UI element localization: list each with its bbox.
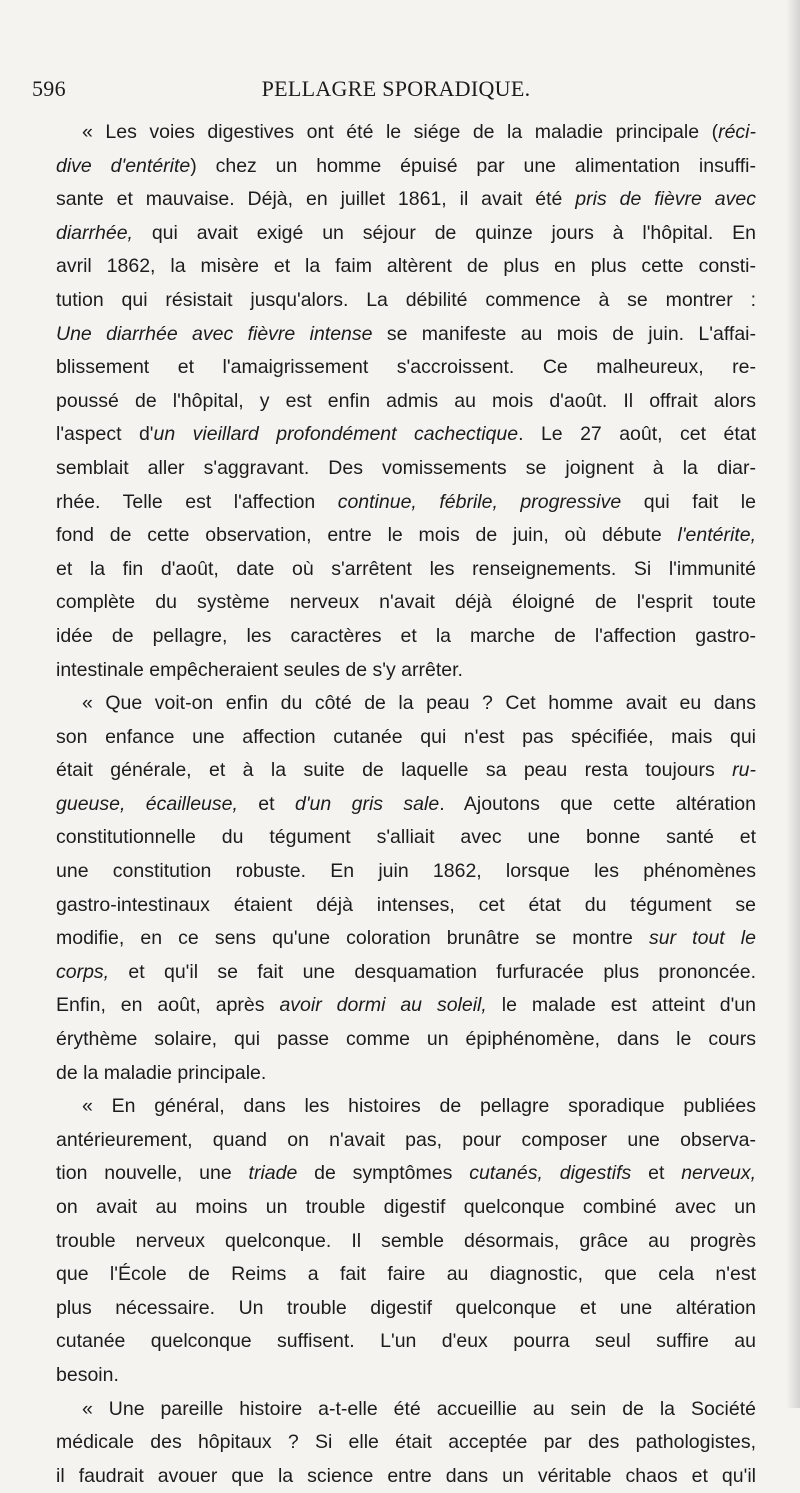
text-line: blissement et l'amaigrissement s'accroissent. Ce malheureux, re- xyxy=(56,356,756,379)
text-line: trouble nerveux quelconque. Il semble désormais, grâce au progrès xyxy=(56,1229,756,1252)
text-line: gastro-intestinaux étaient déjà intenses, cet état du tégument se xyxy=(56,893,756,916)
text-line: de la maladie principale. xyxy=(56,1061,267,1084)
text-line: corps, et qu'il se fait une desquamation furfuracée plus prononcée. xyxy=(56,960,756,983)
text-line: « Les voies digestives ont été le siége de la maladie principale (réci- xyxy=(82,121,756,143)
text-line: il faudrait avouer que la science entre dans un véritable chaos et qu'il xyxy=(56,1464,756,1487)
text-line: une constitution robuste. En juin 1862, lorsque les phénomènes xyxy=(56,860,756,883)
text-line: on avait au moins un trouble digestif quelconque combiné avec un xyxy=(56,1196,756,1218)
text-line: Enfin, en août, après avoir dormi au soleil, le malade est atteint d'un xyxy=(56,994,756,1017)
text-line: son enfance une affection cutanée qui n'est pas spécifiée, mais qui xyxy=(56,725,756,748)
text-line: intestinale empêcheraient seules de s'y arrêter. xyxy=(56,658,463,681)
text-line: diarrhée, qui avait exigé un séjour de quinze jours à l'hôpital. En xyxy=(56,221,756,244)
text-line: était générale, et à la suite de laquelle sa peau resta toujours ru- xyxy=(56,759,756,782)
text-line: constitutionnelle du tégument s'alliait avec une bonne santé et xyxy=(56,826,756,849)
text-line: plus nécessaire. Un trouble digestif quelconque et une altération xyxy=(56,1296,756,1319)
text-line: « En général, dans les histoires de pellagre sporadique publiées xyxy=(82,1095,756,1118)
text-line: « Une pareille histoire a-t-elle été accueillie au sein de la Société xyxy=(82,1397,756,1420)
running-title: PELLAGRE SPORADIQUE. xyxy=(261,76,531,101)
text-line: modifie, en ce sens qu'une coloration brunâtre se montre sur tout le xyxy=(56,927,756,950)
page-number: 596 xyxy=(32,76,66,101)
text-line: rhée. Telle est l'affection continue, fébrile, progressive qui fait le xyxy=(56,490,756,513)
text-line: érythème solaire, qui passe comme un épiphénomène, dans le cours xyxy=(56,1028,756,1051)
text-line: poussé de l'hôpital, y est enfin admis au mois d'août. Il offrait alors xyxy=(56,389,756,412)
text-line: dive d'entérite) chez un homme épuisé par une alimentation insuffi- xyxy=(56,154,756,177)
text-line: « Que voit-on enfin du côté de la peau ? Cet homme avait eu dans xyxy=(82,692,756,715)
text-line: gueuse, écailleuse, et d'un gris sale. Ajoutons que cette altération xyxy=(56,792,756,815)
text-line: semblait aller s'aggravant. Des vomissements se joignent à la diar- xyxy=(56,456,756,479)
text-line: médicale des hôpitaux ? Si elle était acceptée par des pathologistes, xyxy=(56,1431,756,1454)
text-line: antérieurement, quand on n'avait pas, pour composer une observa- xyxy=(56,1128,756,1151)
page-header xyxy=(32,76,760,106)
text-line: sante et mauvaise. Déjà, en juillet 1861, il avait été pris de fièvre avec xyxy=(56,188,756,211)
text-line: Une diarrhée avec fièvre intense se manifeste au mois de juin. L'affai- xyxy=(56,322,757,345)
body-text xyxy=(56,116,756,1493)
text-line: tion nouvelle, une triade de symptômes cutanés, digestifs et nerveux, xyxy=(56,1162,756,1185)
text-line: fond de cette observation, entre le mois de juin, où débute l'entérite, xyxy=(56,524,756,547)
text-line: cutanée quelconque suffisent. L'un d'eux pourra seul suffire au xyxy=(56,1330,756,1353)
text-line: complète du système nerveux n'avait déjà éloigné de l'esprit toute xyxy=(56,591,756,614)
text-line: tution qui résistait jusqu'alors. La débilité commence à se montrer : xyxy=(56,288,756,311)
text-line: idée de pellagre, les caractères et la marche de l'affection gastro- xyxy=(56,624,756,647)
text-line: avril 1862, la misère et la faim altèrent de plus en plus cette consti- xyxy=(56,255,756,278)
text-line: l'aspect d'un vieillard profondément cachectique. Le 27 août, cet état xyxy=(56,423,757,446)
page-edge-shadow xyxy=(786,0,800,1408)
text-line: et la fin d'août, date où s'arrêtent les renseignements. Si l'immunité xyxy=(56,557,756,580)
text-line: besoin. xyxy=(56,1363,119,1386)
text-line: que l'École de Reims a fait faire au diagnostic, que cela n'est xyxy=(56,1263,756,1286)
